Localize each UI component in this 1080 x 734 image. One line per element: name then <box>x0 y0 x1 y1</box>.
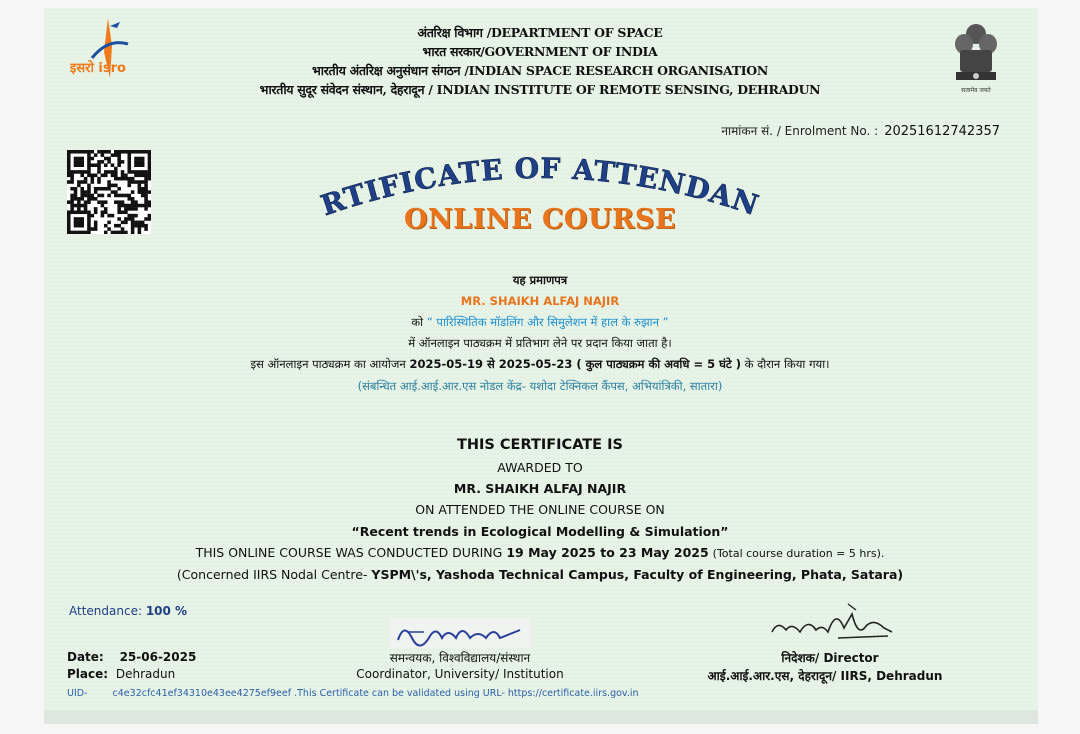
attendance-label: Attendance: <box>69 604 142 618</box>
hindi-ko: को <box>411 315 424 329</box>
title-main: RTIFICATE OF ATTENDAN <box>316 151 764 223</box>
hindi-recipient-name: MR. SHAIKH ALFAJ NAJIR <box>460 294 620 308</box>
hindi-line-3: में ऑनलाइन पाठ्यक्रम में प्रतिभाग लेने पर प्रदान किया जाता है। <box>408 336 672 350</box>
enrolment-label: नामांकन सं. / Enrolment No. : <box>721 124 879 138</box>
english-on-line: ON ATTENDED THE ONLINE COURSE ON <box>415 502 665 517</box>
hindi-nodal-centre: (संबन्धित आई.आई.आर.एस नोडल केंद्र- यशोदा टेक्निकल कैंपस, अभियांत्रिकी, सातारा) <box>357 379 723 393</box>
attendance-row <box>69 604 187 618</box>
bottom-strip <box>44 710 1038 724</box>
isro-logo-text: इसरो isro <box>70 61 126 76</box>
hindi-intro: यह प्रमाणपत्र <box>512 273 568 287</box>
hindi-line-4a: इस ऑनलाइन पाठ्यक्रम का आयोजन <box>250 357 406 371</box>
national-emblem <box>950 20 1002 98</box>
director-title-hi: निदेशक/ Director <box>781 651 879 665</box>
english-nodal-centre <box>0 567 1080 582</box>
uid-label: UID- <box>67 688 88 699</box>
place-row <box>67 667 175 681</box>
date-value: 25-06-2025 <box>119 650 197 664</box>
english-heading: THIS CERTIFICATE IS <box>457 437 623 453</box>
english-recipient-name: MR. SHAIKH ALFAJ NAJIR <box>453 481 627 496</box>
english-awarded: AWARDED TO <box>497 460 583 475</box>
hindi-line-4-dates: 2025-05-19 से 2025-05-23 ( कुल पाठ्यक्रम की अवधि = 5 घंटे ) <box>409 357 741 371</box>
uid-row <box>67 688 638 699</box>
english-centre-b: YSPM\'s, Yashoda Technical Campus, Faculty of Engineering, Phata, Satara) <box>371 567 904 582</box>
english-conducted-b: (Total course duration = 5 hrs). <box>712 547 885 560</box>
hindi-line-4c: के दौरान किया गया। <box>744 357 830 371</box>
uid-text: c4e32cfc41ef34310e43ee4275ef9eef .This Certificate can be validated using URL- https://certificate.iirs.gov.in <box>112 688 639 699</box>
coordinator-signature <box>390 618 530 648</box>
enrolment-number: 20251612742357 <box>884 124 1000 139</box>
title-sub: ONLINE COURSE <box>403 204 677 235</box>
header-line-4: भारतीय सुदूर संवेदन संस्थान, देहरादून / INDIAN INSTITUTE OF REMOTE SENSING, DEHRADUN <box>259 82 821 97</box>
header-line-1: अंतरिक्ष विभाग /DEPARTMENT OF SPACE <box>417 25 663 40</box>
hindi-course-name: “ पारिस्थितिक मॉडलिंग और सिमुलेशन में हाल के रुझान ” <box>426 315 669 329</box>
english-centre-a: (Concerned IIRS Nodal Centre- <box>176 567 368 582</box>
director-title-en: आई.आई.आर.एस, देहरादून/ IIRS, Dehradun <box>707 669 943 683</box>
coordinator-title-en: Coordinator, University/ Institution <box>356 667 564 681</box>
hindi-course-line <box>0 315 1080 330</box>
date-label: Date: <box>67 650 104 664</box>
place-value: Dehradun <box>115 667 176 681</box>
attendance-value: 100 % <box>145 604 188 618</box>
header-line-2: भारत सरकार/GOVERNMENT OF INDIA <box>422 44 658 59</box>
english-conducted-dates: 19 May 2025 to 23 May 2025 <box>506 545 709 560</box>
enrolment-row <box>700 122 1000 139</box>
date-row <box>67 650 196 664</box>
english-conducted-line <box>0 545 1080 560</box>
hindi-line-4 <box>0 357 1080 372</box>
coordinator-title-hi: समन्वयक, विश्वविद्यालय/संस्थान <box>389 651 531 665</box>
place-label: Place: <box>67 667 109 681</box>
director-signature <box>768 598 898 646</box>
english-conducted-a: THIS ONLINE COURSE WAS CONDUCTED DURING <box>195 545 503 560</box>
english-course-name: “Recent trends in Ecological Modelling & Simulation” <box>351 524 729 539</box>
header-line-3: भारतीय अंतरिक्ष अनुसंधान संगठन /INDIAN SPACE RESEARCH ORGANISATION <box>312 63 768 78</box>
emblem-caption: सत्यमेव जयते <box>961 87 991 94</box>
